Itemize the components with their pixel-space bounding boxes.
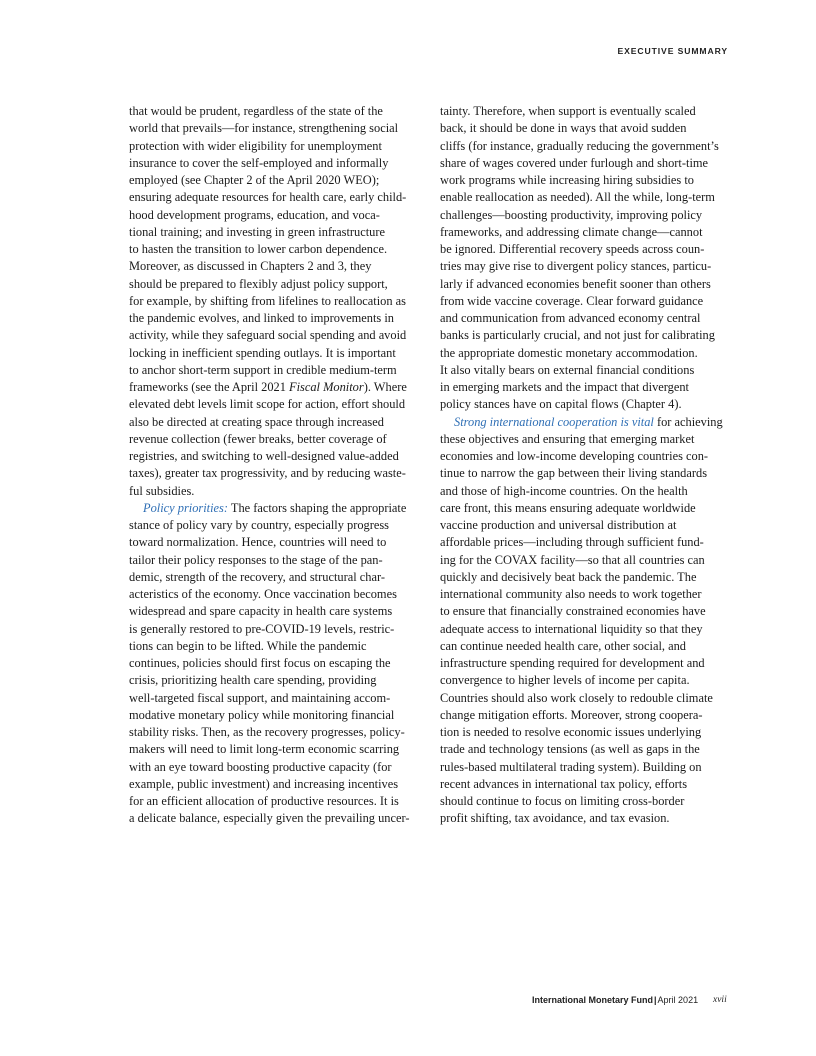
text-line: convergence to higher levels of income per capita. bbox=[440, 673, 690, 688]
paragraph-international-cooperation bbox=[440, 414, 730, 828]
text-line: It also vitally bears on external financial conditions bbox=[440, 362, 695, 377]
text-line: for achieving bbox=[653, 414, 723, 429]
text-line: ensuring adequate resources for health care, early child- bbox=[129, 190, 407, 205]
text-line: ing for the COVAX facility—so that all countries can bbox=[440, 552, 705, 567]
text-line: change mitigation efforts. Moreover, strong coopera- bbox=[440, 707, 703, 722]
text-line: profit shifting, tax avoidance, and tax evasion. bbox=[440, 811, 670, 826]
text-line: ful subsidies. bbox=[129, 483, 195, 498]
text-line: vaccine production and universal distribution at bbox=[440, 518, 677, 532]
text-block bbox=[129, 397, 406, 497]
text-line: tries may give rise to divergent policy stances, particu- bbox=[440, 259, 712, 274]
text-line: that would be prudent, regardless of the state of the bbox=[129, 104, 383, 118]
text-block bbox=[440, 432, 713, 826]
footer-organization: International Monetary Fund bbox=[532, 995, 654, 1005]
text-line: should be prepared to flexibly adjust policy support, bbox=[129, 276, 388, 291]
text-line: tional training; and investing in green infrastructure bbox=[129, 224, 385, 239]
text-line: care front, this means ensuring adequate worldwide bbox=[440, 500, 696, 515]
text-line: frameworks (see the April 2021 bbox=[129, 380, 290, 394]
text-line: banks is particularly crucial, and not just for calibrating bbox=[440, 328, 715, 343]
text-line: be ignored. Differential recovery speeds across coun- bbox=[440, 242, 705, 256]
text-line: hood development programs, education, and voca- bbox=[129, 207, 380, 222]
text-line: taxes), greater tax progressivity, and by reducing waste- bbox=[129, 466, 406, 481]
paragraph-policy-priorities bbox=[129, 500, 419, 828]
text-line: a delicate balance, especially given the prevailing uncer- bbox=[129, 811, 410, 826]
text-line: elevated debt levels limit scope for action, effort should bbox=[129, 397, 406, 412]
paragraph-lead: Strong international cooperation is vital bbox=[454, 414, 654, 429]
text-line: acteristics of the economy. Once vaccination becomes bbox=[129, 587, 397, 601]
text-line: enable reallocation as needed). All the while, long-term bbox=[440, 190, 715, 205]
text-line: continues, policies should first focus on escaping the bbox=[129, 656, 391, 670]
text-line: tions can begin to be lifted. While the pandemic bbox=[129, 638, 367, 653]
text-line: should continue to focus on limiting cross-border bbox=[440, 794, 685, 808]
text-line: makers will need to limit long-term economic scarring bbox=[129, 742, 400, 757]
text-line: and those of high-income countries. On the health bbox=[440, 483, 688, 498]
text-line: economies and low-income developing countries con- bbox=[440, 449, 709, 463]
text-block bbox=[440, 104, 719, 411]
text-line: infrastructure spending required for development and bbox=[440, 656, 705, 670]
text-line: and communication from advanced economy central bbox=[440, 311, 701, 325]
text-line: tion is needed to resolve economic issues underlying bbox=[440, 725, 702, 739]
text-line: tainty. Therefore, when support is eventually scaled bbox=[440, 104, 696, 118]
publication-title: Fiscal Monitor bbox=[289, 380, 364, 394]
text-line: share of wages covered under furlough and short-time bbox=[440, 155, 709, 170]
left-column bbox=[129, 103, 419, 828]
text-line: tinue to narrow the gap between their living standards bbox=[440, 466, 708, 481]
text-block bbox=[129, 518, 409, 825]
text-line: activity, while they safeguard social spending and avoid bbox=[129, 328, 407, 343]
text-line: tailor their policy responses to the stage of the pan- bbox=[129, 552, 383, 567]
text-line: also be directed at creating space through increased bbox=[129, 414, 384, 429]
text-line: to hasten the transition to lower carbon dependence. bbox=[129, 242, 388, 256]
text-line: with an eye toward boosting productive capacity (for bbox=[129, 759, 392, 774]
text-line: stability risks. Then, as the recovery progresses, policy- bbox=[129, 725, 405, 739]
page-number: xvii bbox=[713, 995, 727, 1005]
text-line: ). Where bbox=[363, 380, 407, 394]
text-line: modative monetary policy while monitoring financial bbox=[129, 707, 395, 722]
footer-date: April 2021 bbox=[657, 995, 699, 1005]
text-line: protection with wider eligibility for unemployment bbox=[129, 138, 382, 153]
text-line: international community also needs to work together bbox=[440, 587, 702, 601]
text-block bbox=[129, 104, 406, 377]
paragraph bbox=[129, 103, 419, 500]
text-line: revenue collection (fewer breaks, better coverage of bbox=[129, 431, 387, 446]
text-line: toward normalization. Hence, countries will need to bbox=[129, 535, 387, 550]
text-line: policy stances have on capital flows (Chapter 4). bbox=[440, 397, 682, 412]
paragraph bbox=[440, 103, 730, 414]
text-line: employed (see Chapter 2 of the April 2020 WEO); bbox=[129, 173, 380, 187]
text-line: stance of policy vary by country, especially progress bbox=[129, 518, 390, 532]
text-line: in emerging markets and the impact that divergent bbox=[440, 380, 690, 394]
text-line: locking in inefficient spending outlays. It is important bbox=[129, 345, 396, 360]
text-line: trade and technology tensions (as well as gaps in the bbox=[440, 742, 700, 757]
text-line: these objectives and ensuring that emerging market bbox=[440, 431, 695, 446]
footer-separator: | bbox=[654, 995, 657, 1005]
text-line: adequate access to international liquidity so that they bbox=[440, 621, 703, 636]
text-line: quickly and decisively beat back the pandemic. The bbox=[440, 569, 697, 584]
text-line: back, it should be done in ways that avoid sudden bbox=[440, 121, 687, 136]
text-line: rules-based multilateral trading system). Building on bbox=[440, 759, 702, 774]
text-line: widespread and spare capacity in health care systems bbox=[129, 604, 393, 619]
text-line: Countries should also work closely to redouble climate bbox=[440, 690, 713, 705]
text-line: frameworks, and addressing climate change—cannot bbox=[440, 224, 703, 239]
page-footer bbox=[532, 995, 732, 1005]
text-line: affordable prices—including through sufficient fund- bbox=[440, 535, 704, 550]
text-line: to ensure that financially constrained economies have bbox=[440, 604, 706, 619]
right-column bbox=[440, 103, 730, 828]
text-line: world that prevails—for instance, strengthening social bbox=[129, 121, 399, 136]
text-line: work programs while increasing hiring subsidies to bbox=[440, 173, 694, 187]
text-line: Moreover, as discussed in Chapters 2 and 3, they bbox=[129, 259, 372, 274]
text-line: recent advances in international tax policy, efforts bbox=[440, 776, 688, 791]
text-line: larly if advanced economies benefit sooner than others bbox=[440, 276, 711, 291]
text-line: the appropriate domestic monetary accommodation. bbox=[440, 345, 698, 360]
text-line: cliffs (for instance, gradually reducing the government’s bbox=[440, 138, 719, 153]
running-header: EXECUTIVE SUMMARY bbox=[617, 46, 728, 56]
text-line: to anchor short-term support in credible medium-term bbox=[129, 362, 397, 377]
text-line: insurance to cover the self-employed and informally bbox=[129, 155, 389, 170]
text-line: is generally restored to pre-COVID-19 levels, restric- bbox=[129, 621, 395, 636]
text-line: well-targeted fiscal support, and maintaining accom- bbox=[129, 690, 391, 705]
text-line: demic, strength of the recovery, and structural char- bbox=[129, 569, 385, 584]
paragraph-lead: Policy priorities: bbox=[143, 500, 228, 515]
text-line: challenges—boosting productivity, improving policy bbox=[440, 207, 703, 222]
text-line: The factors shaping the appropriate bbox=[228, 500, 407, 515]
text-line: can continue needed health care, other social, and bbox=[440, 638, 686, 653]
text-line: from wide vaccine coverage. Clear forward guidance bbox=[440, 293, 704, 308]
text-line: registries, and switching to well-designed value-added bbox=[129, 449, 399, 463]
text-line: the pandemic evolves, and linked to improvements in bbox=[129, 311, 394, 325]
text-line: crisis, prioritizing health care spending, providing bbox=[129, 673, 377, 688]
text-line: for example, by shifting from lifelines to reallocation as bbox=[129, 293, 406, 308]
text-line: for an efficient allocation of productive resources. It is bbox=[129, 794, 399, 808]
text-line: example, public investment) and increasing incentives bbox=[129, 776, 399, 791]
